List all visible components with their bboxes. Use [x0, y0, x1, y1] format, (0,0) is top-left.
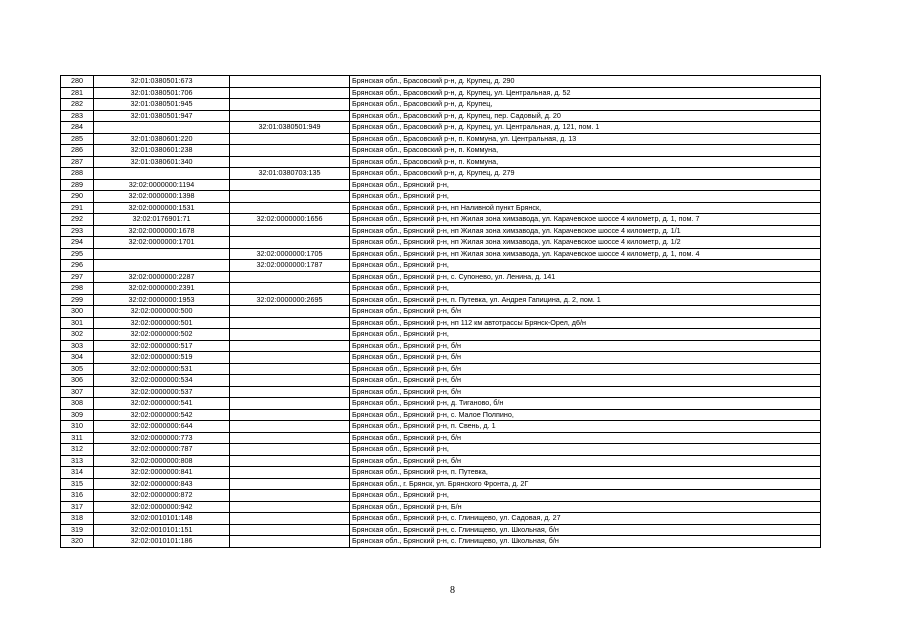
row-number-cell: 289 — [61, 179, 94, 191]
address-cell: Брянская обл., Брасовский р-н, д. Крупец, д. 290 — [350, 76, 821, 88]
row-number-cell: 312 — [61, 444, 94, 456]
table-row — [61, 168, 821, 180]
secondary-cadastral-number-cell: 32:02:0000000:1787 — [230, 260, 350, 272]
secondary-cadastral-number-cell — [230, 478, 350, 490]
table-row — [61, 375, 821, 387]
row-number-cell: 300 — [61, 306, 94, 318]
cadastral-number-cell: 32:02:0000000:1194 — [94, 179, 230, 191]
address-cell: Брянская обл., Брянский р-н, — [350, 329, 821, 341]
secondary-cadastral-number-cell — [230, 179, 350, 191]
table-row — [61, 363, 821, 375]
table-row — [61, 237, 821, 249]
row-number-cell: 315 — [61, 478, 94, 490]
cadastral-number-cell — [94, 168, 230, 180]
address-cell: Брянская обл., Брянский р-н, б/н — [350, 340, 821, 352]
cadastral-number-cell: 32:02:0000000:1701 — [94, 237, 230, 249]
address-cell: Брянская обл., Брянский р-н, с. Супонево, ул. Ленина, д. 141 — [350, 271, 821, 283]
address-cell: Брянская обл., Брянский р-н, — [350, 444, 821, 456]
row-number-cell: 313 — [61, 455, 94, 467]
address-cell: Брянская обл., Брянский р-н, нп Жилая зона химзавода, ул. Карачевское шоссе 4 километр, д. 1/1 — [350, 225, 821, 237]
secondary-cadastral-number-cell — [230, 145, 350, 157]
address-cell: Брянская обл., Брянский р-н, нп 112 км автотрассы Брянск-Орел, д6/н — [350, 317, 821, 329]
table-row — [61, 467, 821, 479]
cadastral-number-cell — [94, 122, 230, 134]
address-cell: Брянская обл., Брянский р-н, — [350, 260, 821, 272]
cadastral-number-cell: 32:02:0000000:1678 — [94, 225, 230, 237]
cadastral-number-cell: 32:02:0010101:151 — [94, 524, 230, 536]
secondary-cadastral-number-cell — [230, 363, 350, 375]
cadastral-number-cell: 32:01:0380501:947 — [94, 110, 230, 122]
secondary-cadastral-number-cell: 32:01:0380703:135 — [230, 168, 350, 180]
secondary-cadastral-number-cell — [230, 386, 350, 398]
cadastral-number-cell: 32:01:0380601:220 — [94, 133, 230, 145]
table-row — [61, 110, 821, 122]
address-cell: Брянская обл., Брянский р-н, — [350, 283, 821, 295]
secondary-cadastral-number-cell — [230, 513, 350, 525]
cadastral-number-cell: 32:02:0000000:841 — [94, 467, 230, 479]
table-row — [61, 260, 821, 272]
address-cell: Брянская обл., Брасовский р-н, п. Коммуна, — [350, 156, 821, 168]
address-cell: Брянская обл., Брянский р-н, с. Глинищево, ул. Садовая, д. 27 — [350, 513, 821, 525]
address-cell: Брянская обл., Брасовский р-н, д. Крупец, ул. Центральная, д. 52 — [350, 87, 821, 99]
secondary-cadastral-number-cell — [230, 409, 350, 421]
table-row — [61, 444, 821, 456]
table-row — [61, 409, 821, 421]
table-row — [61, 202, 821, 214]
address-cell: Брянская обл., Брянский р-н, б/н — [350, 363, 821, 375]
row-number-cell: 280 — [61, 76, 94, 88]
secondary-cadastral-number-cell: 32:02:0000000:1705 — [230, 248, 350, 260]
cadastral-number-cell: 32:02:0000000:1398 — [94, 191, 230, 203]
page-number: 8 — [450, 585, 455, 596]
row-number-cell: 316 — [61, 490, 94, 502]
address-cell: Брянская обл., г. Брянск, ул. Брянского Фронта, д. 2Г — [350, 478, 821, 490]
table-row — [61, 214, 821, 226]
cadastral-number-cell: 32:01:0380501:673 — [94, 76, 230, 88]
address-cell: Брянская обл., Брянский р-н, с. Глинищево, ул. Школьная, б/н — [350, 524, 821, 536]
secondary-cadastral-number-cell — [230, 156, 350, 168]
secondary-cadastral-number-cell — [230, 524, 350, 536]
table-row — [61, 340, 821, 352]
row-number-cell: 296 — [61, 260, 94, 272]
cadastral-number-cell: 32:02:0000000:541 — [94, 398, 230, 410]
row-number-cell: 308 — [61, 398, 94, 410]
cadastral-number-cell: 32:01:0380501:945 — [94, 99, 230, 111]
cadastral-number-cell: 32:02:0000000:644 — [94, 421, 230, 433]
cadastral-number-cell: 32:02:0000000:531 — [94, 363, 230, 375]
address-cell: Брянская обл., Брянский р-н, нп Жилая зона химзавода, ул. Карачевское шоссе 4 километр, д. 1, пом. 7 — [350, 214, 821, 226]
cadastral-number-cell: 32:02:0000000:872 — [94, 490, 230, 502]
row-number-cell: 301 — [61, 317, 94, 329]
row-number-cell: 286 — [61, 145, 94, 157]
row-number-cell: 305 — [61, 363, 94, 375]
cadastral-number-cell — [94, 260, 230, 272]
address-cell: Брянская обл., Брянский р-н, нп Наливной пункт Брянск, — [350, 202, 821, 214]
secondary-cadastral-number-cell — [230, 110, 350, 122]
row-number-cell: 310 — [61, 421, 94, 433]
cadastral-number-cell: 32:02:0000000:773 — [94, 432, 230, 444]
secondary-cadastral-number-cell — [230, 340, 350, 352]
cadastral-number-cell: 32:02:0000000:534 — [94, 375, 230, 387]
table-row — [61, 329, 821, 341]
address-cell: Брянская обл., Брянский р-н, б/н — [350, 432, 821, 444]
table-row — [61, 524, 821, 536]
secondary-cadastral-number-cell — [230, 225, 350, 237]
row-number-cell: 294 — [61, 237, 94, 249]
table-row — [61, 513, 821, 525]
table-row — [61, 179, 821, 191]
row-number-cell: 306 — [61, 375, 94, 387]
secondary-cadastral-number-cell — [230, 191, 350, 203]
row-number-cell: 311 — [61, 432, 94, 444]
table-row — [61, 283, 821, 295]
secondary-cadastral-number-cell — [230, 202, 350, 214]
table-row — [61, 248, 821, 260]
table-row — [61, 76, 821, 88]
secondary-cadastral-number-cell — [230, 99, 350, 111]
cadastral-number-cell: 32:02:0000000:2391 — [94, 283, 230, 295]
cadastral-number-cell: 32:01:0380501:706 — [94, 87, 230, 99]
cadastral-number-cell: 32:02:0000000:2287 — [94, 271, 230, 283]
table-row — [61, 536, 821, 548]
secondary-cadastral-number-cell — [230, 421, 350, 433]
secondary-cadastral-number-cell: 32:02:0000000:1656 — [230, 214, 350, 226]
row-number-cell: 288 — [61, 168, 94, 180]
row-number-cell: 318 — [61, 513, 94, 525]
table-row — [61, 398, 821, 410]
secondary-cadastral-number-cell — [230, 283, 350, 295]
address-cell: Брянская обл., Брасовский р-н, д. Крупец, — [350, 99, 821, 111]
secondary-cadastral-number-cell — [230, 271, 350, 283]
cadastral-number-cell: 32:02:0000000:1531 — [94, 202, 230, 214]
secondary-cadastral-number-cell — [230, 467, 350, 479]
address-cell: Брянская обл., Брянский р-н, нп Жилая зона химзавода, ул. Карачевское шоссе 4 километр, д. 1/2 — [350, 237, 821, 249]
address-cell: Брянская обл., Брасовский р-н, п. Коммуна, ул. Центральная, д. 13 — [350, 133, 821, 145]
table-row — [61, 432, 821, 444]
address-cell: Брянская обл., Брасовский р-н, д. Крупец, пер. Садовый, д. 20 — [350, 110, 821, 122]
cadastral-number-cell: 32:01:0380601:340 — [94, 156, 230, 168]
table-row — [61, 225, 821, 237]
cadastral-number-cell: 32:02:0000000:843 — [94, 478, 230, 490]
row-number-cell: 320 — [61, 536, 94, 548]
secondary-cadastral-number-cell — [230, 375, 350, 387]
table-row — [61, 156, 821, 168]
secondary-cadastral-number-cell — [230, 317, 350, 329]
table-row — [61, 478, 821, 490]
address-cell: Брянская обл., Брянский р-н, — [350, 490, 821, 502]
address-cell: Брянская обл., Брянский р-н, б/н — [350, 375, 821, 387]
cadastral-number-cell: 32:02:0000000:1953 — [94, 294, 230, 306]
address-cell: Брянская обл., Брасовский р-н, п. Коммуна, — [350, 145, 821, 157]
address-cell: Брянская обл., Брянский р-н, с. Малое Полпино, — [350, 409, 821, 421]
table-row — [61, 191, 821, 203]
row-number-cell: 292 — [61, 214, 94, 226]
cadastral-number-cell: 32:02:0000000:501 — [94, 317, 230, 329]
table-row — [61, 294, 821, 306]
cadastral-number-cell: 32:02:0000000:500 — [94, 306, 230, 318]
row-number-cell: 317 — [61, 501, 94, 513]
address-cell: Брянская обл., Брянский р-н, Б/н — [350, 501, 821, 513]
secondary-cadastral-number-cell — [230, 536, 350, 548]
address-cell: Брянская обл., Брасовский р-н, д. Крупец, ул. Центральная, д. 121, пом. 1 — [350, 122, 821, 134]
address-cell: Брянская обл., Брянский р-н, с. Глинищево, ул. Школьная, б/н — [350, 536, 821, 548]
row-number-cell: 290 — [61, 191, 94, 203]
secondary-cadastral-number-cell — [230, 398, 350, 410]
cadastral-number-cell: 32:01:0380601:238 — [94, 145, 230, 157]
cadastral-number-cell: 32:02:0000000:537 — [94, 386, 230, 398]
secondary-cadastral-number-cell — [230, 87, 350, 99]
row-number-cell: 314 — [61, 467, 94, 479]
table-row — [61, 133, 821, 145]
secondary-cadastral-number-cell: 32:01:0380501:949 — [230, 122, 350, 134]
cadastral-number-cell: 32:02:0000000:519 — [94, 352, 230, 364]
cadastral-number-cell: 32:02:0000000:502 — [94, 329, 230, 341]
cadastral-number-cell: 32:02:0010101:148 — [94, 513, 230, 525]
secondary-cadastral-number-cell — [230, 329, 350, 341]
address-cell: Брянская обл., Брянский р-н, б/н — [350, 306, 821, 318]
table-row — [61, 87, 821, 99]
row-number-cell: 309 — [61, 409, 94, 421]
cadastral-number-cell: 32:02:0000000:517 — [94, 340, 230, 352]
table-row — [61, 352, 821, 364]
row-number-cell: 295 — [61, 248, 94, 260]
table-row — [61, 386, 821, 398]
secondary-cadastral-number-cell — [230, 352, 350, 364]
row-number-cell: 287 — [61, 156, 94, 168]
secondary-cadastral-number-cell — [230, 490, 350, 502]
table-row — [61, 501, 821, 513]
table-row — [61, 271, 821, 283]
row-number-cell: 298 — [61, 283, 94, 295]
table-row — [61, 122, 821, 134]
table-row — [61, 145, 821, 157]
row-number-cell: 299 — [61, 294, 94, 306]
cadastral-number-cell: 32:02:0010101:186 — [94, 536, 230, 548]
table-row — [61, 306, 821, 318]
cadastral-number-cell: 32:02:0000000:942 — [94, 501, 230, 513]
row-number-cell: 304 — [61, 352, 94, 364]
row-number-cell: 283 — [61, 110, 94, 122]
table-body — [61, 76, 821, 548]
address-cell: Брянская обл., Брянский р-н, б/н — [350, 455, 821, 467]
row-number-cell: 293 — [61, 225, 94, 237]
cadastral-number-cell: 32:02:0176901:71 — [94, 214, 230, 226]
row-number-cell: 297 — [61, 271, 94, 283]
address-cell: Брянская обл., Брянский р-н, б/н — [350, 386, 821, 398]
cadastral-number-cell: 32:02:0000000:808 — [94, 455, 230, 467]
property-register-table — [60, 75, 821, 548]
row-number-cell: 291 — [61, 202, 94, 214]
address-cell: Брянская обл., Брянский р-н, п. Свень, д. 1 — [350, 421, 821, 433]
table-row — [61, 99, 821, 111]
cadastral-number-cell — [94, 248, 230, 260]
address-cell: Брянская обл., Брянский р-н, п. Путевка, ул. Андрея Гапицина, д. 2, пом. 1 — [350, 294, 821, 306]
cadastral-number-cell: 32:02:0000000:787 — [94, 444, 230, 456]
row-number-cell: 281 — [61, 87, 94, 99]
cadastral-number-cell: 32:02:0000000:542 — [94, 409, 230, 421]
secondary-cadastral-number-cell — [230, 455, 350, 467]
row-number-cell: 319 — [61, 524, 94, 536]
row-number-cell: 303 — [61, 340, 94, 352]
secondary-cadastral-number-cell — [230, 444, 350, 456]
secondary-cadastral-number-cell — [230, 76, 350, 88]
address-cell: Брянская обл., Брянский р-н, д. Тиганово, б/н — [350, 398, 821, 410]
secondary-cadastral-number-cell — [230, 133, 350, 145]
secondary-cadastral-number-cell — [230, 306, 350, 318]
secondary-cadastral-number-cell — [230, 237, 350, 249]
row-number-cell: 282 — [61, 99, 94, 111]
row-number-cell: 302 — [61, 329, 94, 341]
address-cell: Брянская обл., Брянский р-н, б/н — [350, 352, 821, 364]
secondary-cadastral-number-cell — [230, 501, 350, 513]
secondary-cadastral-number-cell — [230, 432, 350, 444]
row-number-cell: 284 — [61, 122, 94, 134]
table-row — [61, 421, 821, 433]
secondary-cadastral-number-cell: 32:02:0000000:2695 — [230, 294, 350, 306]
address-cell: Брянская обл., Брянский р-н, — [350, 191, 821, 203]
table-row — [61, 490, 821, 502]
table-row — [61, 455, 821, 467]
address-cell: Брянская обл., Брасовский р-н, д. Крупец, д. 279 — [350, 168, 821, 180]
address-cell: Брянская обл., Брянский р-н, нп Жилая зона химзавода, ул. Карачевское шоссе 4 километр, д. 1, пом. 4 — [350, 248, 821, 260]
row-number-cell: 307 — [61, 386, 94, 398]
address-cell: Брянская обл., Брянский р-н, — [350, 179, 821, 191]
table-row — [61, 317, 821, 329]
row-number-cell: 285 — [61, 133, 94, 145]
address-cell: Брянская обл., Брянский р-н, п. Путевка, — [350, 467, 821, 479]
